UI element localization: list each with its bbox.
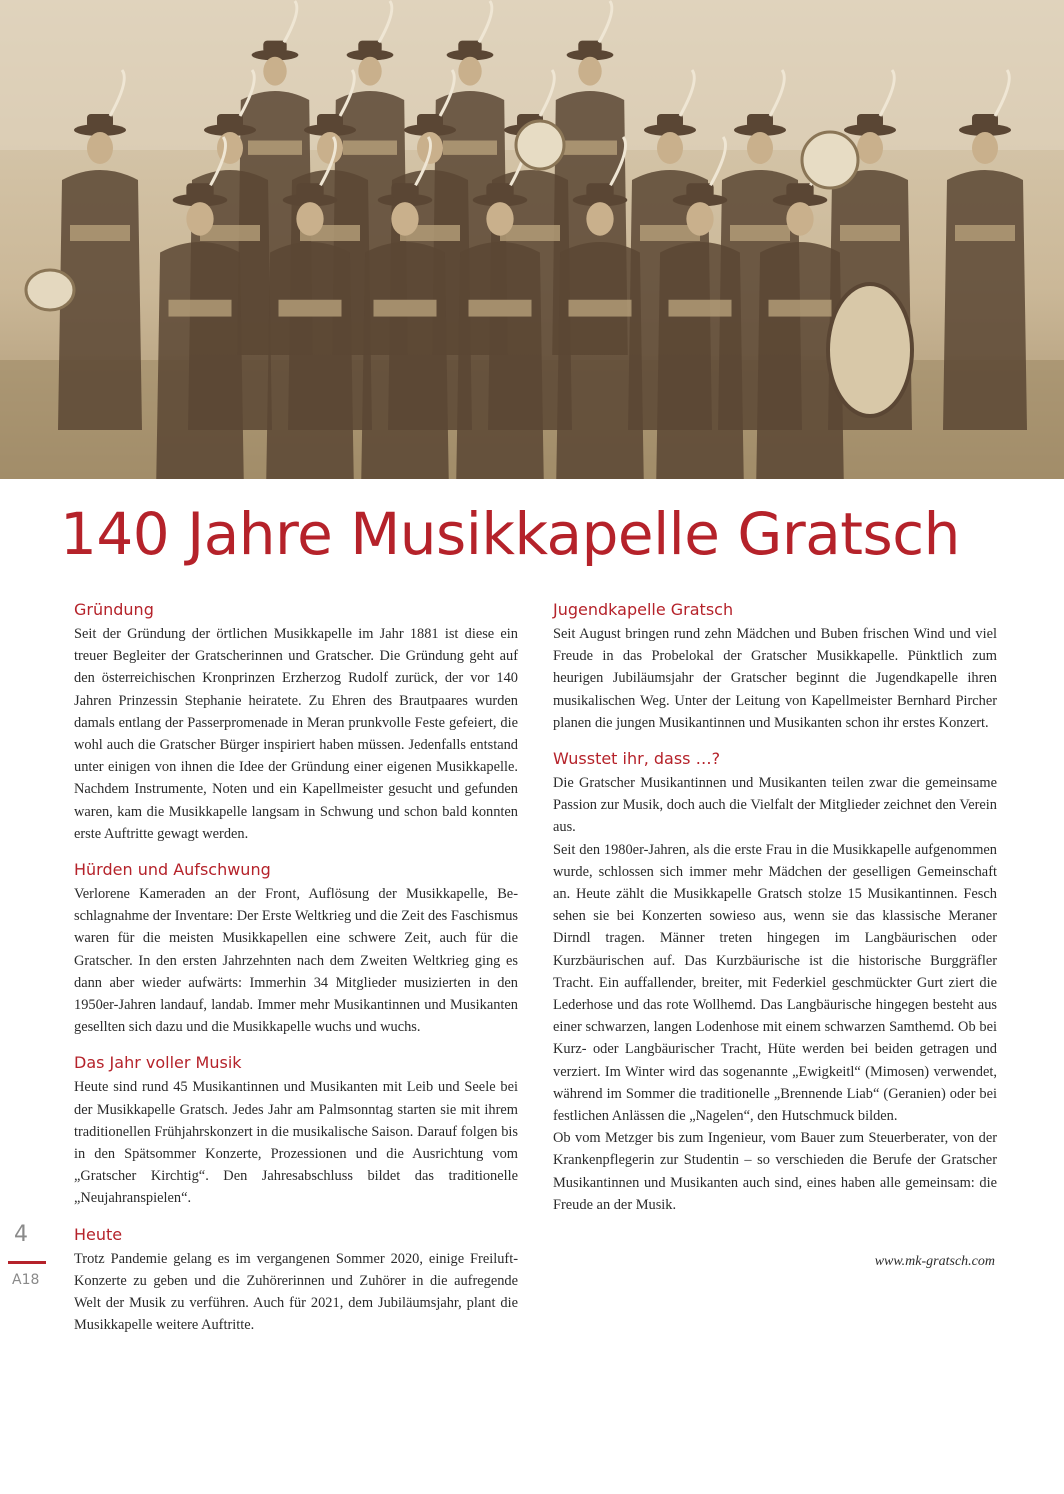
section-text: Seit den 1980er-Jahren, als die erste Frau in die Musikkapelle aufgenommen wurde, schlossen sich immer mehr Mädchen der geselligen Gemeinschaft an. Heute zählt die Musikkapelle Gratsch stolze 15 Musikantinnen. Fesch sehen sie bei Konzerten sowieso aus, wenn sie das klassische Meraner Dirndl tragen. Männer treten hingegen im Langbäurischen oder Kurzbäurischen auf. Das Kurzbäurische ist die historische Burggräfler Tracht. Ein auffallender, breiter, mit Federkiel geschmückter Gurt ziert die Lederhose und das rote Wollhemd. Das Langbäurische hingegen besteht aus einer schwarzen, langen Lodenhose mit einem schwarzen Samthemd. Ob bei Kurz- oder Langbäurischer Tracht, Hüte werden bei beiden getragen und verziert. Im Winter wird das sogenannte „Ewigkeitl“ (Mimosen) verwendet, während im Sommer die traditionelle „Brennende Liab“ (Geranien) oder bei festlichen Anlässen die „Nagelen“, den Hutschmuck bilden.	[553, 841, 997, 1125]
page-number: 4	[14, 1222, 28, 1247]
section-text: Ob vom Metzger bis zum Ingenieur, vom Bauer zum Steuerberater, von der Krankenpflegerin zur Studentin – so verschieden die Berufe der Gratscher Musikantinnen und Musikanten auch sind, eines haben alle gemeinsam: die Freude an der Musik.	[553, 1130, 997, 1213]
section-huerden-und-aufschwung	[74, 858, 518, 1038]
page-number-rule	[8, 1261, 46, 1264]
section-text: Seit August bringen rund zehn Mädchen und Buben frischen Wind und viel Freude in das Probelokal der Gratscher Musikkapelle. Pünktlich zum heurigen Jubiläumsjahr der Gratscher beginnt die Jugendkapelle ihren musikalischen Weg. Unter der Leitung von Kapellmeister Bernhard Pircher planen die jungen Musikantinnen und Musikanten schon ihr erstes Konzert.	[553, 626, 997, 731]
section-text: Seit der Gründung der örtlichen Musikkapelle im Jahr 1881 ist diese ein treuer Begleiter der Gratscherinnen und Gratscher. Die Gründung geht auf den österreichischen Kronprinzen Erzherzog Rudolf zurück, der vor 140 Jahren Prinzessin Stephanie heiratete. Zu Ehren des Brautpaares wurden damals entlang der Passerpromenade in Meran prunkvolle Feste gefeiert, die wohl auch die Gratscher Bürger inspiriert haben müssen. Jedenfalls entstand unter einigen von ihnen die Idee der Gründung einer eigenen Musikkapelle. Nachdem Instrumente, Noten und ein Kapellmeister gesucht und gefunden waren, kam die Musikkapelle langsam in Schwung und schon bald konnten erste Auftritte gewagt werden.	[74, 626, 518, 842]
section-gruendung	[74, 598, 518, 845]
section-heading: Das Jahr voller Musik	[74, 1053, 242, 1073]
section-heading: Gründung	[74, 600, 154, 619]
section-text: Trotz Pandemie gelang es im vergangenen Sommer 2020, einige Freiluft-Konzerte zu geben und die Zuhörerinnen und Zuhörer in die aufregende Welt der Musik zu verführen. Auch für 2021, dem Jubiläumsjahr, plant die Musikkapelle weitere Auftritte.	[74, 1250, 518, 1334]
section-heading: Wusstet ihr, dass …?	[553, 749, 721, 769]
section-text: Heute sind rund 45 Musikantinnen und Musikanten mit Leib und Seele bei der Musikkapelle Gratsch. Jedes Jahr am Palmsonntag starten sie mit ihrem traditionellen Frühjahrskonzert in die musikalische Saison. Darauf folgen bis in den Spätsommer Konzerte, Prozessionen und die Ausrichtung vom „Gratscher Kirchtig“. Den Jahresabschluss bildet das traditionelle „Neujahranspielen“.	[74, 1079, 518, 1207]
left-column	[74, 598, 518, 1349]
band-group-photo	[0, 0, 1064, 479]
section-jugendkapelle	[553, 598, 997, 734]
page-title: 140 Jahre Musikkapelle Gratsch	[60, 500, 960, 568]
section-jahr-voller-musik	[74, 1051, 518, 1209]
section-heute	[74, 1223, 518, 1337]
website-link[interactable]: www.mk-gratsch.com	[874, 1254, 995, 1270]
section-text: Die Gratscher Musikantinnen und Musikanten teilen zwar die gemeinsame Passion zur Musik, doch auch die Vielfalt der Mitglieder zeichnet den Verein aus.	[553, 775, 997, 836]
right-column	[553, 598, 997, 1270]
section-wusstet-ihr	[553, 747, 997, 1216]
section-heading: Hürden und Aufschwung	[74, 860, 271, 880]
page-code: A18	[12, 1272, 40, 1288]
section-text: Verlorene Kameraden an der Front, Auflösung der Musikkapelle, Beschlagnahme der Inventare: Der Erste Weltkrieg und die Zeit des Faschismus waren für die meisten Musikkapellen eine schwere Zeit, auch für die Gratscher. In den ersten Jahrzehnten nach dem Zweiten Weltkrieg ging es dann aber wieder aufwärts: Immerhin 34 Mitglieder musizierten in den 1950er-Jahren landauf, landab. Immer mehr Musikantinnen und Musikanten gesellten sich dazu und die Musikkapelle wuchs und wuchs.	[74, 886, 518, 1036]
section-heading: Heute	[74, 1224, 123, 1244]
section-heading: Jugendkapelle Gratsch	[553, 600, 734, 619]
